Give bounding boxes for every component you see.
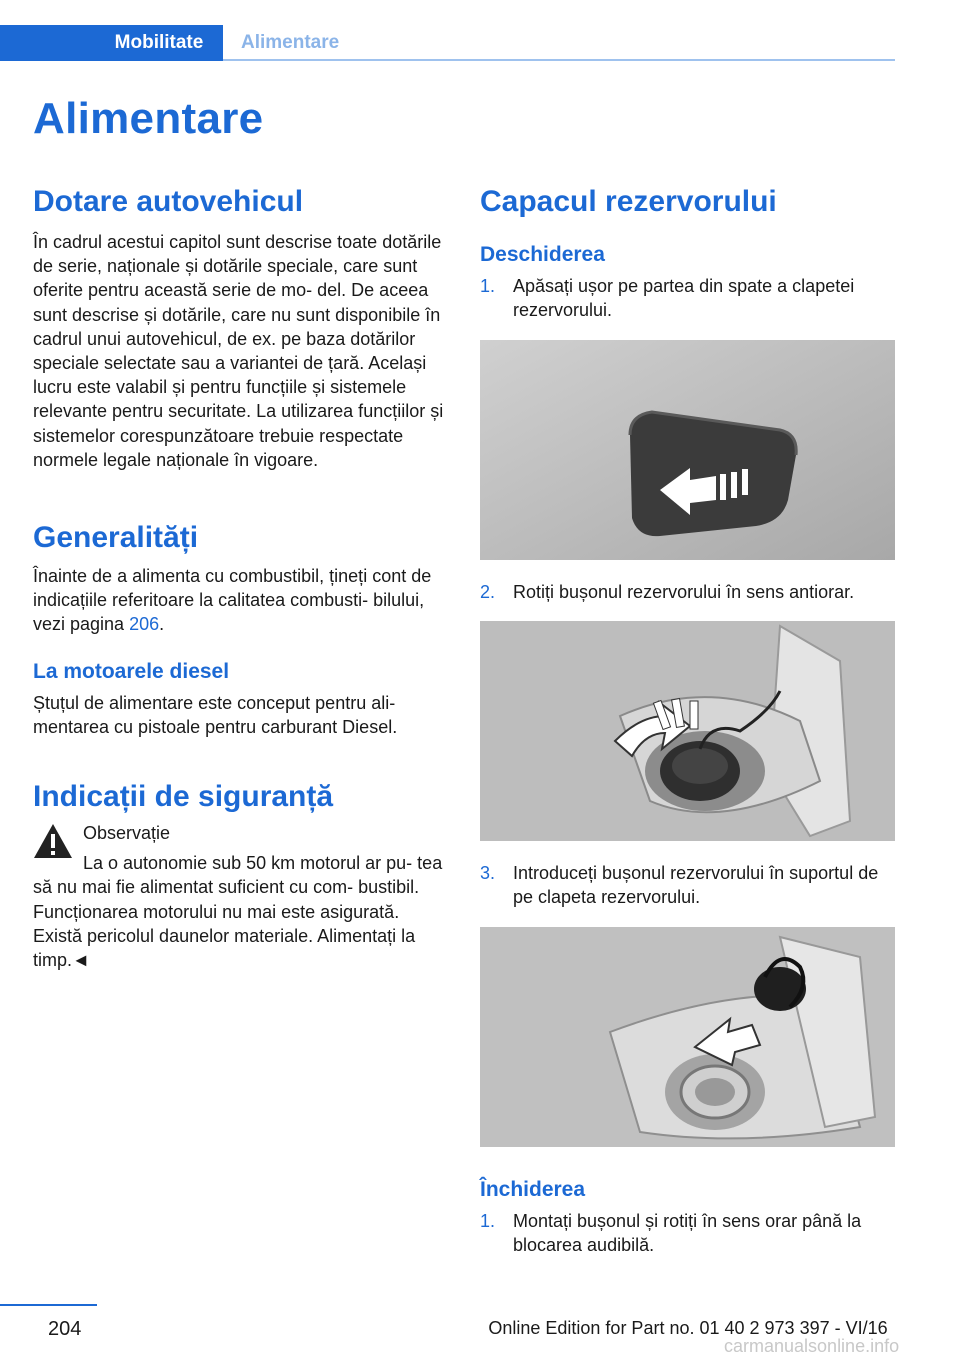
- warning-text: La o autonomie sub 50 km motorul ar pu‐ tea să nu mai fie alimentat suficient cu com‐ bustibil. Funcționarea motorului nu mai este asigurată. Există pericolul daunelor materiale. Alimentați la timp.◄: [33, 853, 443, 971]
- open-step-1: [480, 274, 898, 322]
- fuel-cap-heading: Capacul rezervorului: [480, 185, 777, 218]
- fuel-flap-press-illustration: [480, 340, 895, 560]
- general-heading: Generalități: [33, 521, 199, 555]
- open-step-3: [480, 861, 898, 909]
- warning-title: Observație: [83, 823, 171, 844]
- step-text: Apăsați ușor pe partea din spate a clapetei rezervorului.: [513, 276, 855, 321]
- cap-rotate-illustration: [480, 621, 895, 841]
- equipment-heading: Dotare autovehicul: [33, 185, 304, 218]
- header-chapter-tab[interactable]: Alimentare: [241, 32, 340, 53]
- header-section-tab[interactable]: Mobilitate: [95, 25, 223, 61]
- close-step-1: [480, 1209, 898, 1257]
- equipment-text: În cadrul acestui capitol sunt descrise toate dotările de serie, naționale și dotările speciale, care sunt oferite pentru această serie de mo‐ del. De aceea sunt descrise și dotările, care nu sunt disponibile în cadrul unui autovehicul, de ex. pe baza dotărilor speciale selectate sau a variantei de țară. Același lucru este valabil și pentru funcțiile și sistemele relevante pentru securitate. La utilizarea funcțiilor și sistemelor corespunzătoare trebuie respectate normele legale naționale în vigoare.: [33, 232, 444, 470]
- left-column: [33, 184, 451, 972]
- step-text: Rotiți bușonul rezervorului în sens antiorar.: [513, 582, 855, 603]
- general-text-end: .: [159, 614, 165, 635]
- page-title: Alimentare: [33, 94, 264, 143]
- step-number: 2.: [480, 582, 496, 603]
- header-rule: [223, 59, 895, 61]
- step-text: Montați bușonul și rotiți în sens orar până la blocarea audibilă.: [513, 1211, 862, 1256]
- header-accent-bar: [0, 25, 95, 61]
- right-column: [480, 184, 898, 1257]
- diesel-heading: La motoarele diesel: [33, 659, 230, 683]
- opening-heading: Deschiderea: [480, 243, 605, 266]
- general-text-body: Înainte de a alimenta cu combustibil, țineți cont de indicațiile referitoare la calitatea combusti‐ bilului, vezi pagina: [33, 566, 432, 635]
- page-number: 204: [48, 1318, 82, 1340]
- open-step-2: [480, 580, 898, 604]
- warning-box: [33, 821, 451, 972]
- closing-heading: Închiderea: [480, 1178, 586, 1202]
- step-text: Introduceți bușonul rezervorului în suportul de pe clapeta rezervorului.: [513, 862, 879, 907]
- footer-rule: [0, 1304, 97, 1306]
- diesel-text: Ștuțul de alimentare este conceput pentru ali‐ mentarea cu pistoale pentru carburant Diesel.: [33, 692, 398, 737]
- step-number: 1.: [480, 1211, 496, 1232]
- cap-holder-illustration: [480, 927, 895, 1147]
- edition-info: Online Edition for Part no. 01 40 2 973 397 - VI/16: [488, 1318, 888, 1338]
- watermark: carmanualsonline.info: [724, 1336, 900, 1356]
- general-text: [33, 564, 451, 637]
- step-number: 3.: [480, 862, 496, 883]
- page-link-206[interactable]: 206: [129, 614, 160, 635]
- safety-heading: Indicații de siguranță: [33, 780, 334, 814]
- warning-triangle-icon: [33, 823, 73, 859]
- step-number: 1.: [480, 276, 496, 296]
